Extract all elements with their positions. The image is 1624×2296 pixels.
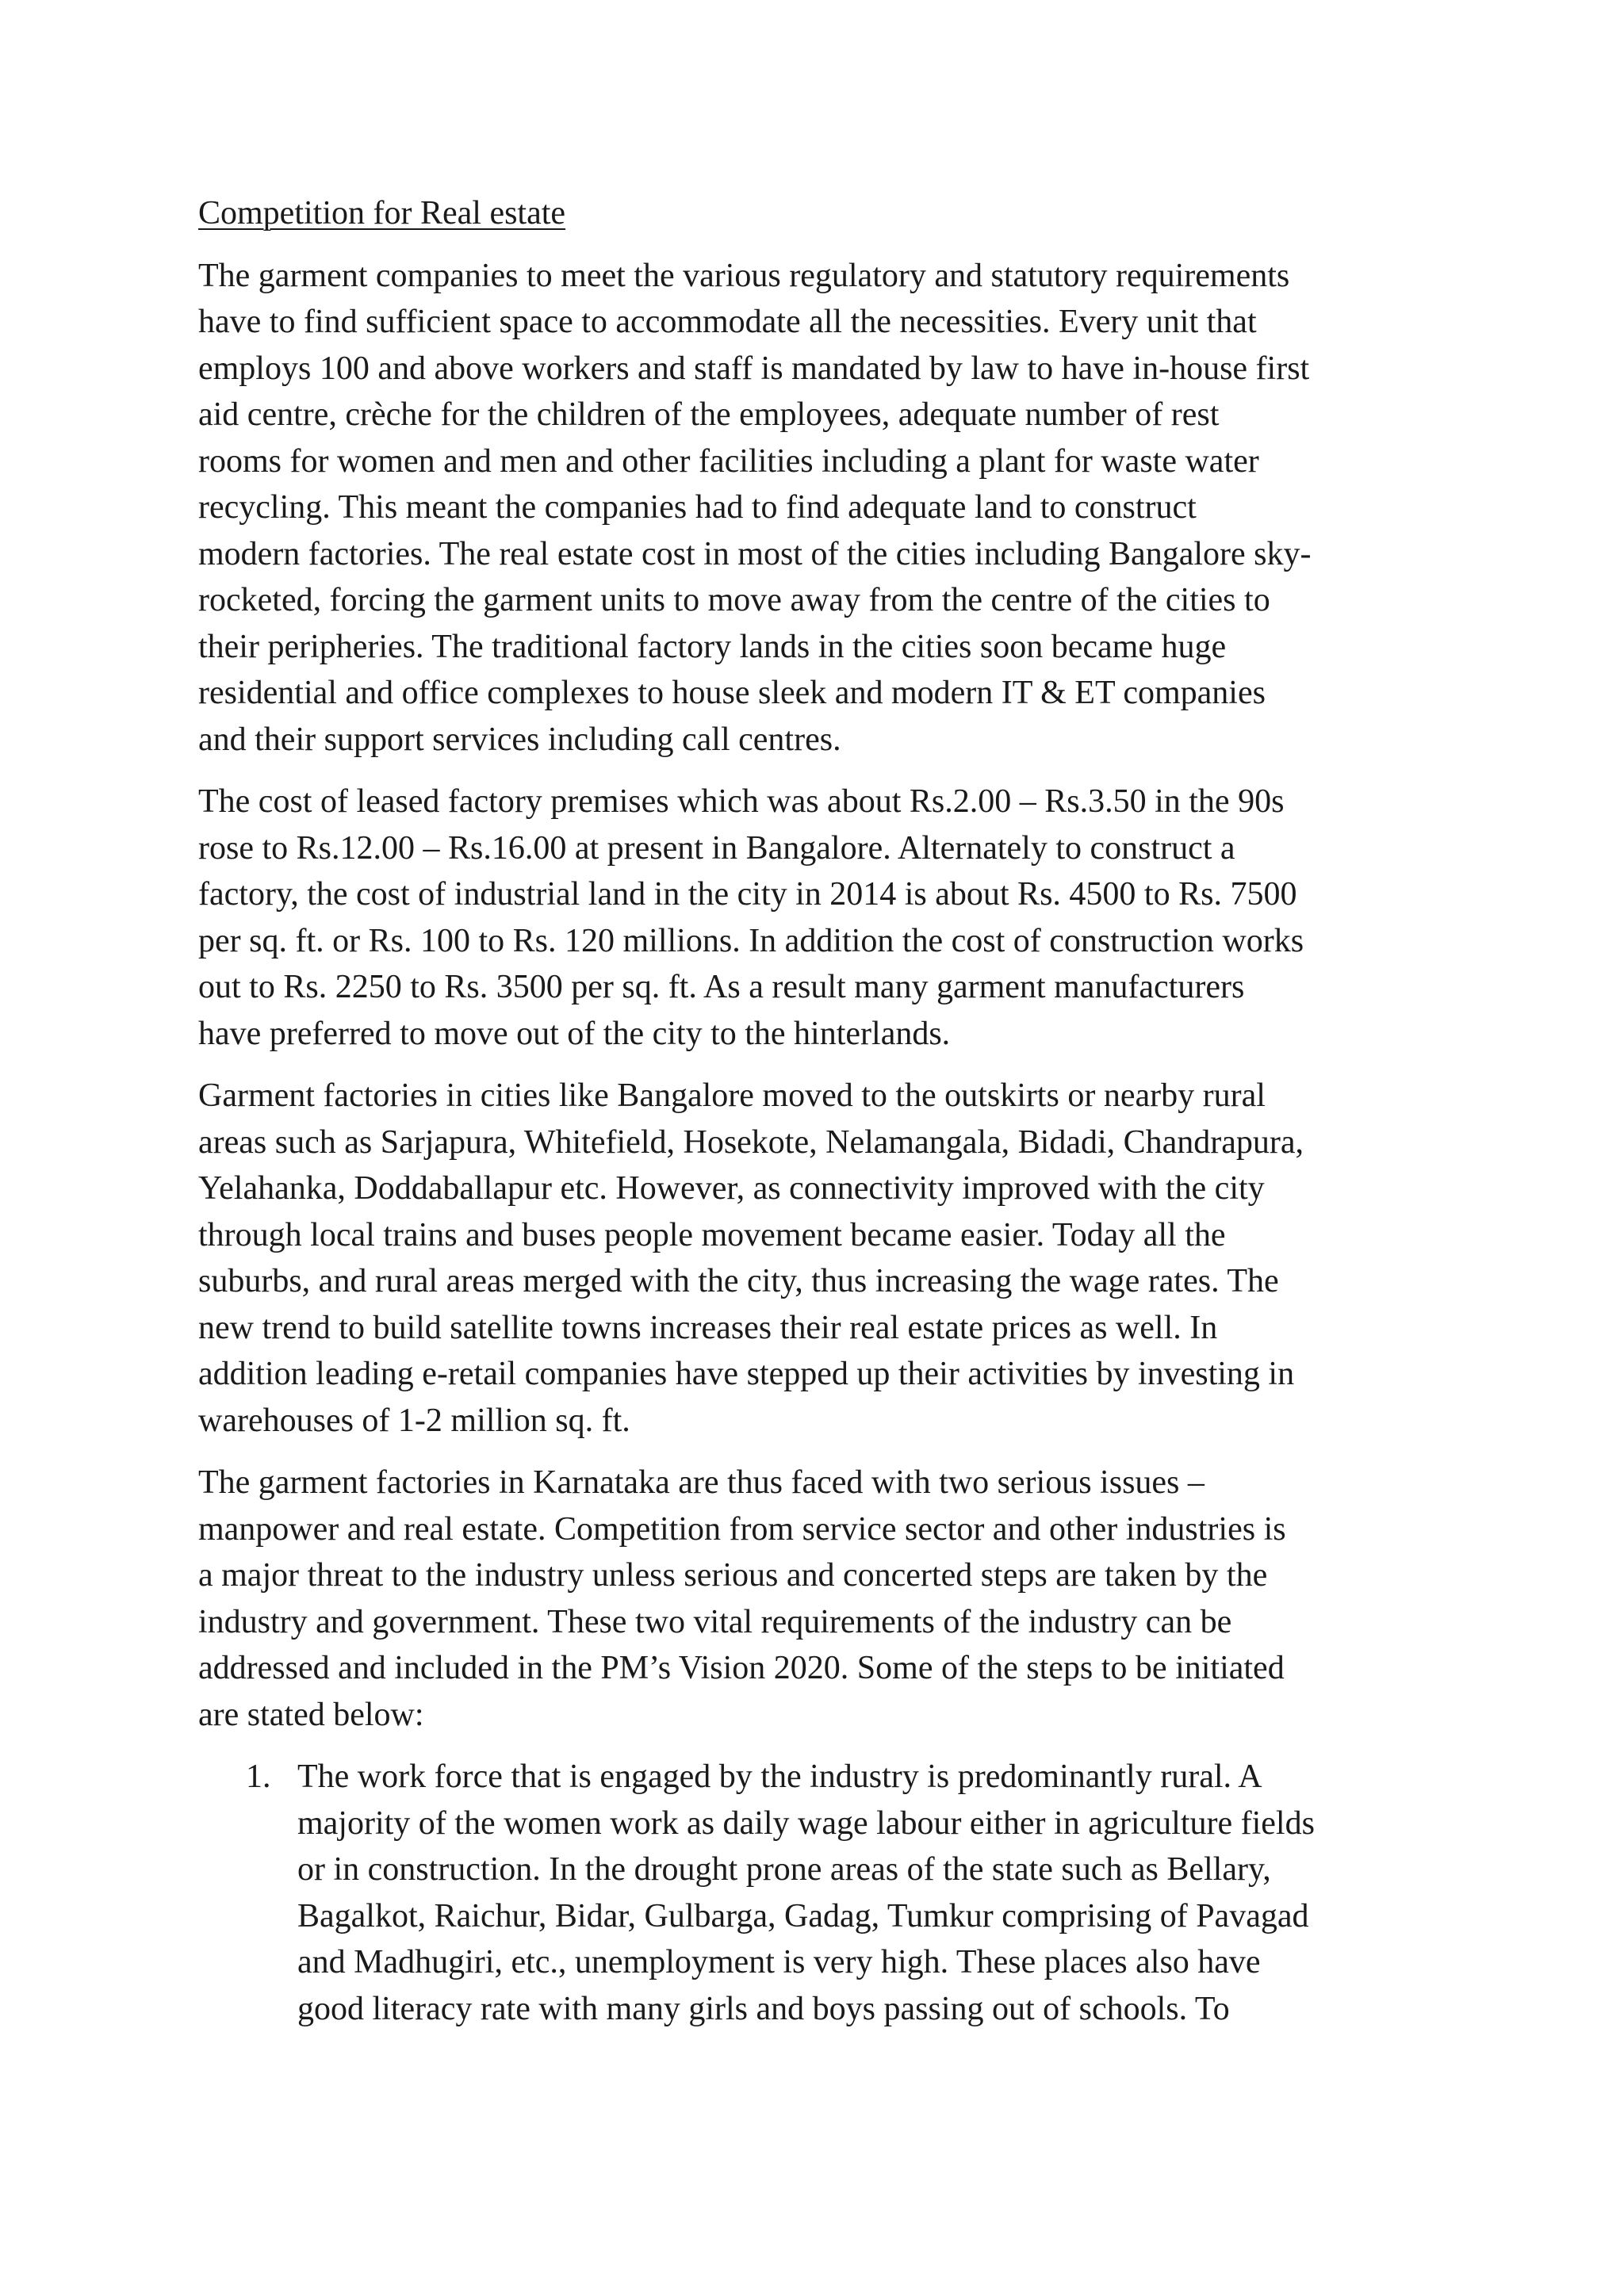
list-item-line: and Madhugiri, etc., unemployment is very high. These places also have	[297, 1944, 1261, 1980]
paragraph	[198, 253, 1451, 763]
section-heading: Competition for Real estate	[198, 195, 566, 232]
numbered-list	[198, 1754, 1451, 2032]
paragraph-line: warehouses of 1-2 million sq. ft.	[198, 1402, 630, 1439]
paragraph-line: through local trains and buses people movement became easier. Today all the	[198, 1216, 1226, 1253]
list-item-line: good literacy rate with many girls and boys passing out of schools. To	[297, 1990, 1230, 2027]
paragraph-line: are stated below:	[198, 1696, 424, 1733]
paragraph-container	[198, 253, 1451, 1739]
paragraph-line: rocketed, forcing the garment units to move away from the centre of the cities to	[198, 582, 1270, 618]
paragraph-line: new trend to build satellite towns increases their real estate prices as well. In	[198, 1309, 1218, 1346]
list-item-line: Bagalkot, Raichur, Bidar, Gulbarga, Gadag, Tumkur comprising of Pavagad	[297, 1897, 1309, 1934]
paragraph-line: and their support services including call centres.	[198, 721, 841, 758]
paragraph	[198, 779, 1451, 1057]
paragraph-line: Yelahanka, Doddaballapur etc. However, as connectivity improved with the city	[198, 1170, 1265, 1207]
paragraph-line: out to Rs. 2250 to Rs. 3500 per sq. ft. As a result many garment manufacturers	[198, 969, 1245, 1005]
paragraph-line: addition leading e-retail companies have stepped up their activities by investing in	[198, 1356, 1295, 1392]
paragraph-line: have preferred to move out of the city to the hinterlands.	[198, 1015, 951, 1052]
paragraph-line: modern factories. The real estate cost in most of the cities including Bangalore sky-	[198, 535, 1312, 572]
paragraph-line: addressed and included in the PM’s Vision 2020. Some of the steps to be initiated	[198, 1650, 1285, 1686]
paragraph-line: Garment factories in cities like Bangalore moved to the outskirts or nearby rural	[198, 1077, 1266, 1114]
paragraph-line: factory, the cost of industrial land in the city in 2014 is about Rs. 4500 to Rs. 7500	[198, 876, 1297, 913]
list-item-line: The work force that is engaged by the industry is predominantly rural. A	[297, 1758, 1262, 1795]
paragraph-line: The cost of leased factory premises which was about Rs.2.00 – Rs.3.50 in the 90s	[198, 783, 1285, 820]
paragraph-line: industry and government. These two vital requirements of the industry can be	[198, 1603, 1232, 1640]
list-item	[198, 1754, 1451, 2032]
paragraph-line: areas such as Sarjapura, Whitefield, Hosekote, Nelamangala, Bidadi, Chandrapura,	[198, 1123, 1304, 1161]
paragraph	[198, 1460, 1451, 1738]
paragraph-line: rose to Rs.12.00 – Rs.16.00 at present in Bangalore. Alternately to construct a	[198, 829, 1235, 867]
paragraph-line: recycling. This meant the companies had to find adequate land to construct	[198, 489, 1197, 526]
paragraph-line: a major threat to the industry unless serious and concerted steps are taken by the	[198, 1557, 1268, 1594]
paragraph-line: The garment factories in Karnataka are thus faced with two serious issues –	[198, 1464, 1205, 1501]
document-body	[198, 190, 1451, 2032]
paragraph-line: per sq. ft. or Rs. 100 to Rs. 120 millions. In addition the cost of construction works	[198, 922, 1304, 959]
paragraph-line: employs 100 and above workers and staff is mandated by law to have in-house first	[198, 350, 1310, 387]
paragraph-line: manpower and real estate. Competition from service sector and other industries is	[198, 1510, 1286, 1548]
list-item-line: or in construction. In the drought prone areas of the state such as Bellary,	[297, 1851, 1271, 1888]
paragraph-line: their peripheries. The traditional factory lands in the cities soon became huge	[198, 628, 1227, 665]
paragraph-line: residential and office complexes to house sleek and modern IT & ET companies	[198, 675, 1266, 711]
paragraph-line: rooms for women and men and other facilities including a plant for waste water	[198, 442, 1259, 480]
list-item-line: majority of the women work as daily wage labour either in agriculture fields	[297, 1804, 1315, 1842]
paragraph-line: The garment companies to meet the various regulatory and statutory requirements	[198, 257, 1290, 294]
paragraph-line: have to find sufficient space to accommodate all the necessities. Every unit that	[198, 304, 1257, 340]
list-item-number: 1.	[246, 1758, 271, 1795]
paragraph-line: aid centre, crèche for the children of the employees, adequate number of rest	[198, 396, 1220, 433]
paragraph	[198, 1073, 1451, 1444]
paragraph-line: suburbs, and rural areas merged with the city, thus increasing the wage rates. The	[198, 1263, 1279, 1299]
